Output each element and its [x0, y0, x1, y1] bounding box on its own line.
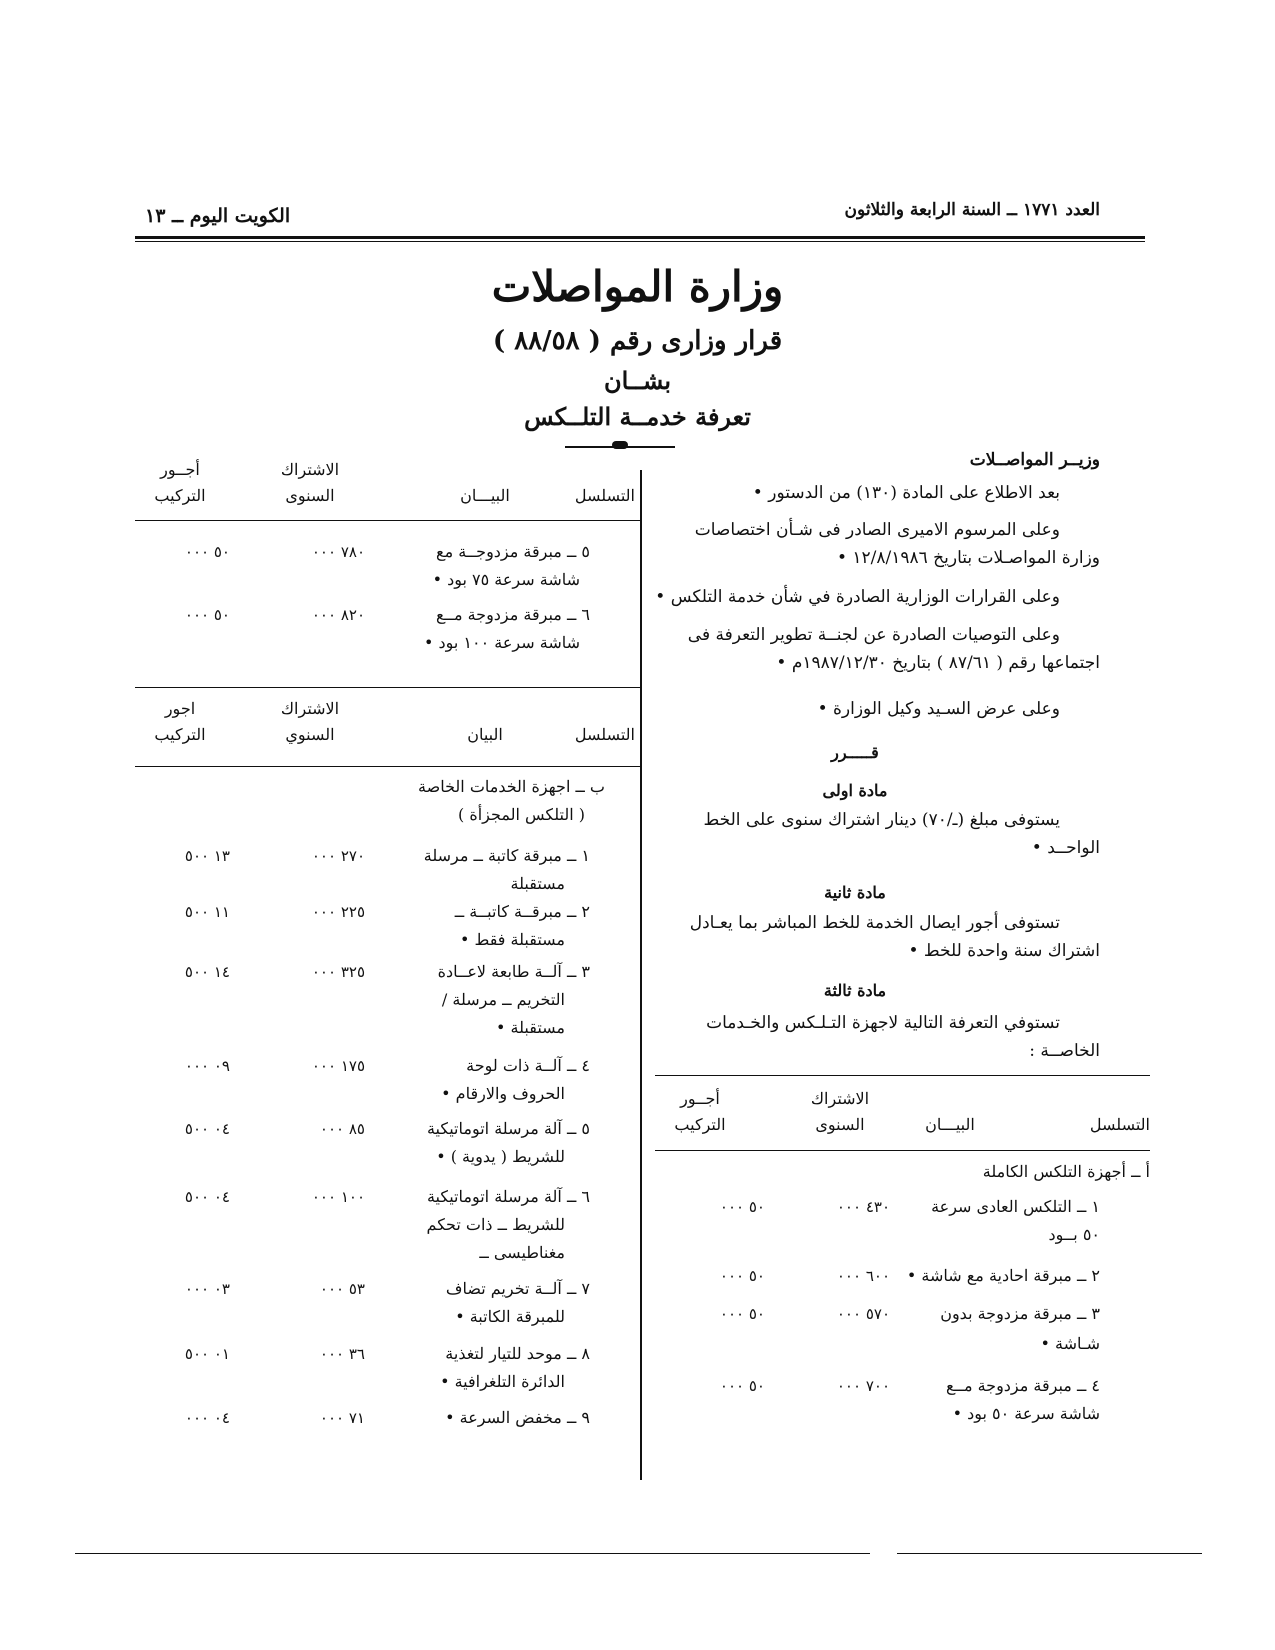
annual-fee: ٥٣ ٠٠٠: [319, 1280, 365, 1298]
install-fee: ٥٠ ٠٠٠: [184, 606, 230, 624]
install-fee: ٠٤ ٠٠٠: [184, 1409, 230, 1427]
header-install-bottom: التركيب: [154, 725, 206, 744]
preamble-p4b: اجتماعها رقم ( ٨٧/٦١ ) بتاريخ ١٩٨٧/١٢/٣٠م •: [776, 653, 1100, 673]
table-rule: [655, 1075, 1150, 1076]
install-fee: ٥٠ ٠٠٠: [184, 543, 230, 561]
annual-fee: ٣٦ ٠٠٠: [319, 1345, 365, 1363]
article-2-title: مادة ثانية: [824, 883, 886, 902]
annual-fee: ٥٧٠ ٠٠٠: [836, 1305, 890, 1323]
section-a-title: أ ــ أجهزة التلكس الكاملة: [982, 1162, 1150, 1181]
list-item: ٥ ــ مبرقة مزدوجــة مع: [436, 542, 590, 561]
table-rule: [135, 766, 640, 767]
preamble-p4a: وعلى التوصيات الصادرة عن لجنــة تطوير التعرفة فى: [687, 625, 1060, 645]
header-install-top: أجــور: [160, 460, 200, 479]
header-statement: البيان: [467, 725, 503, 744]
list-item: ٢ ــ مبرقــة كاتبــة ــ: [454, 902, 590, 921]
decision-title: قرار وزارى رقم ( ٨٨/٥٨ ): [492, 326, 783, 356]
annual-fee: ٤٣٠ ٠٠٠: [836, 1198, 890, 1216]
ministry-title: وزارة المواصلات: [491, 262, 784, 311]
header-annual-top: الاشتراك: [810, 1089, 870, 1108]
header-install-bottom: التركيب: [154, 486, 206, 505]
table-rule: [655, 1150, 1150, 1151]
header-install-top: اجور: [164, 699, 196, 718]
annual-fee: ٣٢٥ ٠٠٠: [311, 963, 365, 981]
list-item: شاشة سرعة ١٠٠ بود •: [423, 633, 580, 652]
header-rule: [135, 236, 1145, 239]
list-item: الدائرة التلغرافية •: [440, 1372, 565, 1391]
table-rule: [135, 520, 640, 521]
annual-fee: ٧٨٠ ٠٠٠: [311, 543, 365, 561]
list-item: ١ ــ مبرقة كاتبة ــ مرسلة: [423, 846, 590, 865]
header-annual-bottom: السنوى: [285, 486, 335, 505]
list-item: ١ ــ التلكس العادى سرعة: [931, 1197, 1100, 1216]
page-number: الكويت اليوم ــ ١٣: [145, 205, 291, 227]
preamble-p1: بعد الاطلاع على المادة (١٣٠) من الدستور •: [752, 483, 1060, 503]
article-3-line-2: الخاصــة :: [1029, 1041, 1100, 1061]
annual-fee: ٢٧٠ ٠٠٠: [311, 847, 365, 865]
preamble-p2a: وعلى المرسوم الاميرى الصادر فى شـأن اختصاصات: [694, 520, 1060, 540]
subject-title: تعرفة خدمــة التلــكس: [524, 402, 751, 431]
article-1-line-1: يستوفى مبلغ (ـ/٧٠) دينار اشتراك سنوى على الخط: [703, 810, 1060, 830]
list-item: للمبرقة الكاتبة •: [455, 1307, 565, 1326]
list-item: ٥ ــ آلة مرسلة اتوماتيكية: [426, 1119, 590, 1138]
list-item: للشريط ــ ذات تحكم: [426, 1215, 565, 1234]
list-item: الحروف والارقام •: [441, 1084, 565, 1103]
issue-number: العدد ١٧٧١ ــ السنة الرابعة والثلاثون: [844, 200, 1100, 220]
minister-heading: وزيــر المواصــلات: [969, 450, 1100, 470]
list-item: للشريط ( يدوية ) •: [436, 1147, 565, 1166]
install-fee: ١١ ٥٠٠: [184, 903, 230, 921]
header-serial: التسلسل: [574, 486, 635, 505]
install-fee: ١٤ ٥٠٠: [184, 963, 230, 981]
list-item: شاشة سرعة ٥٠ بود •: [952, 1404, 1100, 1423]
annual-fee: ١٧٥ ٠٠٠: [311, 1057, 365, 1075]
list-item: ٧ ــ آلــة تخريم تضاف: [445, 1279, 590, 1298]
install-fee: ١٣ ٥٠٠: [184, 847, 230, 865]
install-fee: ٥٠ ٠٠٠: [719, 1198, 765, 1216]
article-1-line-2: الواحــد •: [1031, 838, 1100, 858]
preamble-p3: وعلى القرارات الوزارية الصادرة في شأن خدمة التلكس •: [655, 587, 1060, 607]
list-item: مغناطيسى ــ: [479, 1243, 565, 1262]
annual-fee: ٢٢٥ ٠٠٠: [311, 903, 365, 921]
header-install-top: أجــور: [680, 1089, 720, 1108]
list-item: مستقبلة: [510, 874, 565, 893]
regarding-label: بشــان: [603, 366, 672, 395]
list-item: ٦ ــ آلة مرسلة اتوماتيكية: [426, 1187, 590, 1206]
header-rule-thin: [135, 241, 1145, 242]
section-b-title: ب ــ اجهزة الخدمات الخاصة: [418, 777, 605, 796]
list-item: ٤ ــ مبرقة مزدوجة مــع: [946, 1376, 1100, 1395]
list-item: مستقبلة فقط •: [459, 930, 565, 949]
list-item: ٩ ــ مخفض السرعة •: [445, 1408, 590, 1427]
install-fee: ٠١ ٥٠٠: [184, 1345, 230, 1363]
header-annual-top: الاشتراك: [280, 699, 340, 718]
header-install-bottom: التركيب: [674, 1115, 726, 1134]
list-item: شـاشة •: [1040, 1334, 1100, 1353]
install-fee: ٠٩ ٠٠٠: [184, 1057, 230, 1075]
list-item: مستقبلة •: [496, 1018, 565, 1037]
header-serial: التسلسل: [1089, 1115, 1150, 1134]
list-item: ٤ ــ آلــة ذات لوحة: [466, 1056, 590, 1075]
annual-fee: ٨٢٠ ٠٠٠: [311, 606, 365, 624]
section-b-subtitle: ( التلكس المجزأة ): [458, 805, 585, 824]
list-item: ٨ ــ موحد للتيار لتغذية: [445, 1344, 590, 1363]
header-annual-bottom: السنوي: [285, 725, 335, 744]
footer-rule: [75, 1553, 870, 1554]
list-item: ٦ ــ مبرقة مزدوجة مــع: [436, 605, 590, 624]
preamble-p5: وعلى عرض السـيد وكيل الوزارة •: [817, 699, 1060, 719]
list-item: ٢ ــ مبرقة احادية مع شاشة •: [906, 1266, 1100, 1285]
install-fee: ٥٠ ٠٠٠: [719, 1377, 765, 1395]
install-fee: ٠٣ ٠٠٠: [184, 1280, 230, 1298]
preamble-p2b: وزارة المواصـلات بتاريخ ١٢/٨/١٩٨٦ •: [836, 548, 1100, 568]
list-item: شاشة سرعة ٧٥ بود •: [432, 570, 580, 589]
annual-fee: ٧٠٠ ٠٠٠: [836, 1377, 890, 1395]
list-item: ٣ ــ آلــة طابعة لاعــادة: [437, 962, 590, 981]
list-item: التخريم ــ مرسلة /: [441, 990, 565, 1009]
article-2-line-2: اشتراك سنة واحدة للخط •: [908, 941, 1100, 961]
article-3-title: مادة ثالثة: [823, 981, 887, 1000]
article-2-line-1: تستوفى أجور ايصال الخدمة للخط المباشر بما يعـادل: [689, 913, 1060, 933]
article-1-title: مادة اولى: [822, 781, 888, 800]
annual-fee: ١٠٠ ٠٠٠: [311, 1188, 365, 1206]
header-serial: التسلسل: [574, 725, 635, 744]
header-annual-bottom: السنوى: [815, 1115, 865, 1134]
list-item: ٣ ــ مبرقة مزدوجة بدون: [940, 1304, 1100, 1323]
install-fee: ٠٤ ٥٠٠: [184, 1188, 230, 1206]
annual-fee: ٦٠٠ ٠٠٠: [836, 1267, 890, 1285]
decides-heading: قـــــرر: [831, 743, 879, 762]
article-3-line-1: تستوفي التعرفة التالية لاجهزة التـلـكس والخـدمات: [706, 1013, 1060, 1033]
header-statement: البيـــان: [460, 486, 510, 505]
header-statement: البيـــان: [925, 1115, 975, 1134]
annual-fee: ٨٥ ٠٠٠: [319, 1120, 365, 1138]
install-fee: ٠٤ ٥٠٠: [184, 1120, 230, 1138]
table-rule: [135, 687, 640, 688]
install-fee: ٥٠ ٠٠٠: [719, 1305, 765, 1323]
annual-fee: ٧١ ٠٠٠: [319, 1409, 365, 1427]
header-annual-top: الاشتراك: [280, 460, 340, 479]
install-fee: ٥٠ ٠٠٠: [719, 1267, 765, 1285]
footer-rule: [897, 1553, 1202, 1554]
list-item: ٥٠ بــود: [1048, 1225, 1100, 1244]
